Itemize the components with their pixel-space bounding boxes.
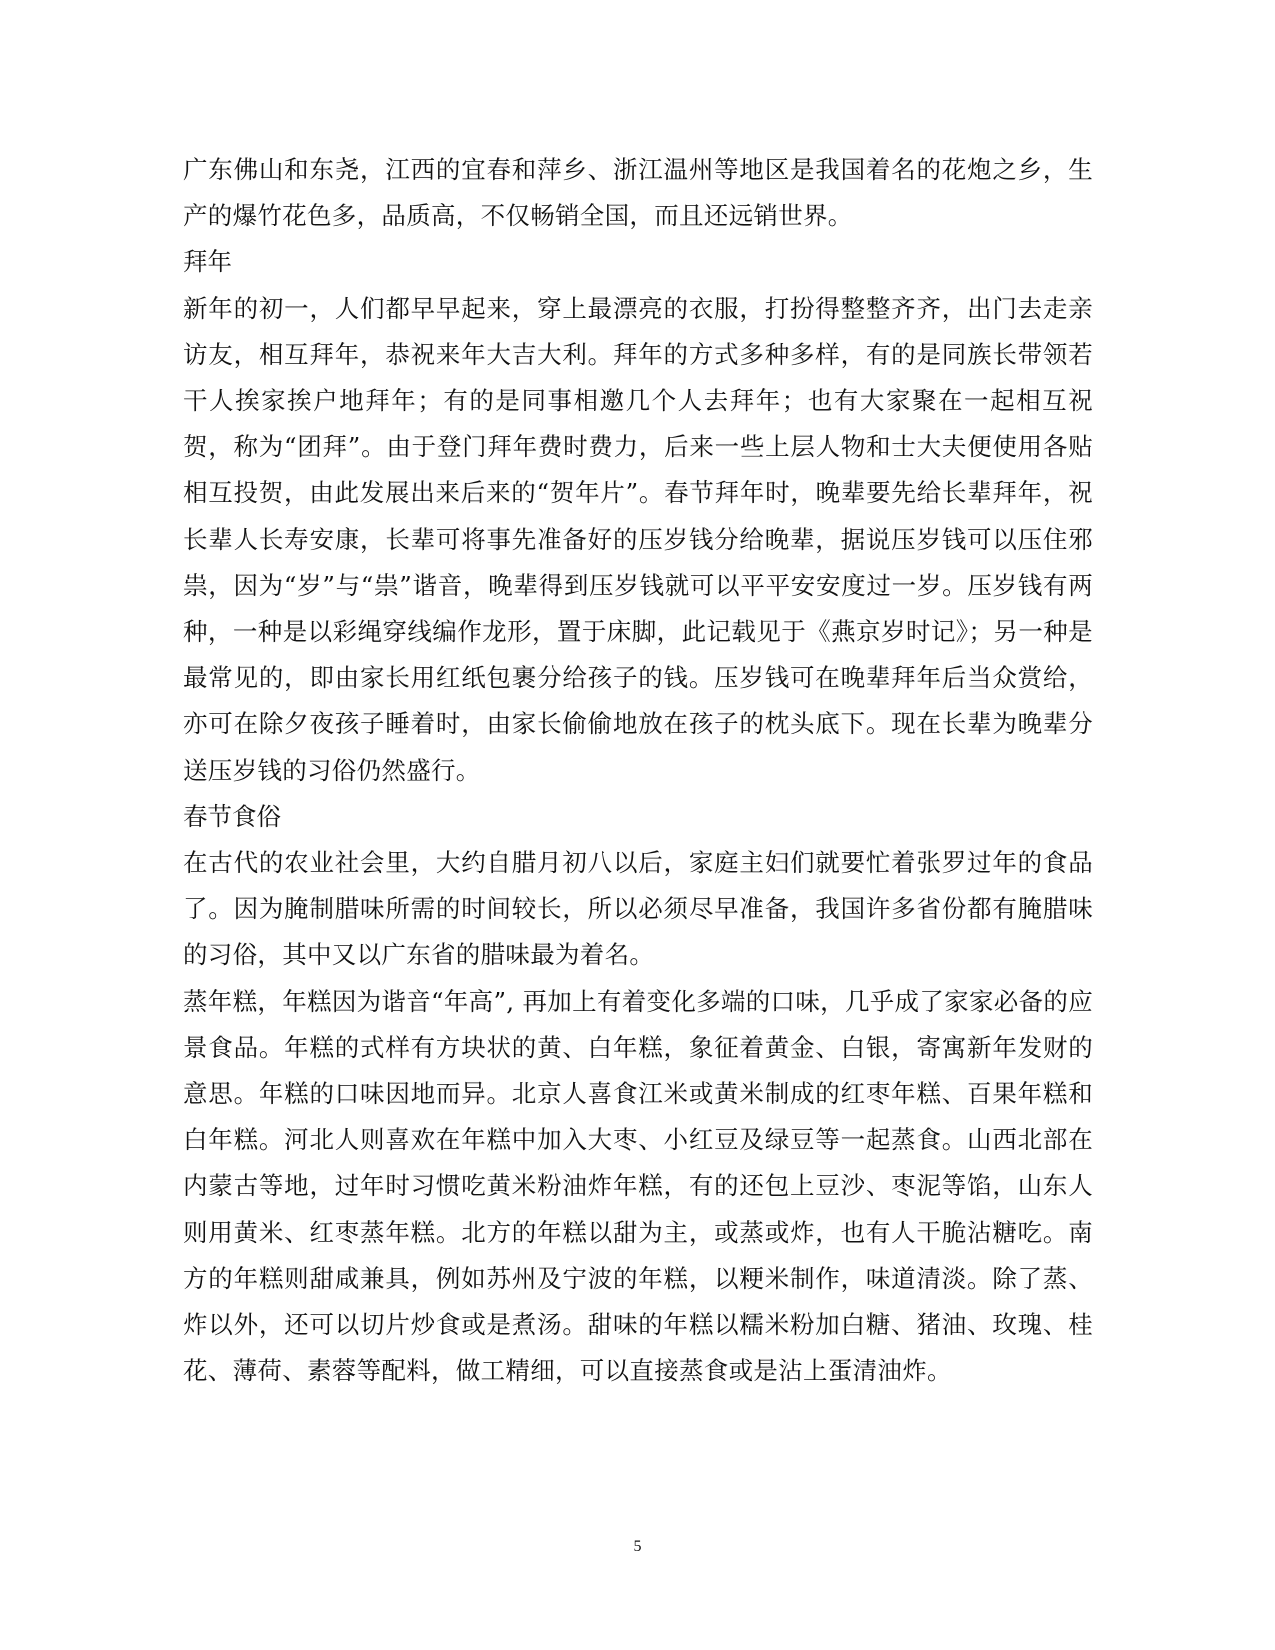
paragraph-new-year-cake: 蒸年糕，年糕因为谐音“年高”, 再加上有着变化多端的口味，几乎成了家家必备的应景食品。年糕的式样有方块状的黄、白年糕，象征着黄金、白银，寄寓新年发财的意思。年糕的口味因地而异。北京人喜食江米或黄米制成的红枣年糕、百果年糕和白年糕。河北人则喜欢在年糕中加入大枣、小红豆及绿豆等一起蒸食。山西北部在内蒙古等地，过年时习惯吃黄米粉油炸年糕，有的还包上豆沙、枣泥等馅，山东人则用黄米、红枣蒸年糕。北方的年糕以甜为主，或蒸或炸，也有人干脆沾糖吃。南方的年糕则甜咸兼具，例如苏州及宁波的年糕，以粳米制作，味道清淡。除了蒸、炸以外，还可以切片炒食或是煮汤。甜味的年糕以糯米粉加白糖、猪油、玫瑰、桂花、薄荷、素蓉等配料，做工精细，可以直接蒸食或是沾上蛋清油炸。: [183, 986, 1093, 1386]
paragraph-new-year-greetings: 新年的初一，人们都早早起来，穿上最漂亮的衣服，打扮得整整齐齐，出门去走亲访友，相互拜年，恭祝来年大吉大利。拜年的方式多种多样，有的是同族长带领若干人挨家挨户地拜年；有的是同事相邀几个人去拜年；也有大家聚在一起相互祝贺，称为“团拜”。由于登门拜年费时费力，后来一些上层人物和士大夫便使用各贴相互投贺，由此发展出来后来的“贺年片”。春节拜年时，晚辈要先给长辈拜年，祝长辈人长寿安康，长辈可将事先准备好的压岁钱分给晚辈，据说压岁钱可以压住邪祟，因为“岁”与“祟”谐音，晚辈得到压岁钱就可以平平安安度过一岁。压岁钱有两种，一种是以彩绳穿线编作龙形，置于床脚，此记载见于《燕京岁时记》；另一种是最常见的，即由家长用红纸包裹分给孩子的钱。压岁钱可在晚辈拜年后当众赏给，亦可在除夕夜孩子睡着时，由家长偷偷地放在孩子的枕头底下。现在长辈为晚辈分送压岁钱的习俗仍然盛行。: [183, 293, 1093, 785]
section-heading-spring-festival-food: 春节食俗: [183, 801, 281, 831]
paragraph-firecracker-origins: 广东佛山和东尧，江西的宜春和萍乡、浙江温州等地区是我国着名的花炮之乡，生产的爆竹花色多，品质高，不仅畅销全国，而且还远销世界。: [183, 155, 1093, 231]
document-body: [183, 147, 1093, 1394]
section-heading-new-year-greetings: 拜年: [183, 247, 232, 277]
paragraph-cured-meats: 在古代的农业社会里，大约自腊月初八以后，家庭主妇们就要忙着张罗过年的食品了。因为腌制腊味所需的时间较长，所以必须尽早准备，我国许多省份都有腌腊味的习俗，其中又以广东省的腊味最为着名。: [183, 848, 1093, 970]
page-number: 5: [633, 1538, 642, 1555]
